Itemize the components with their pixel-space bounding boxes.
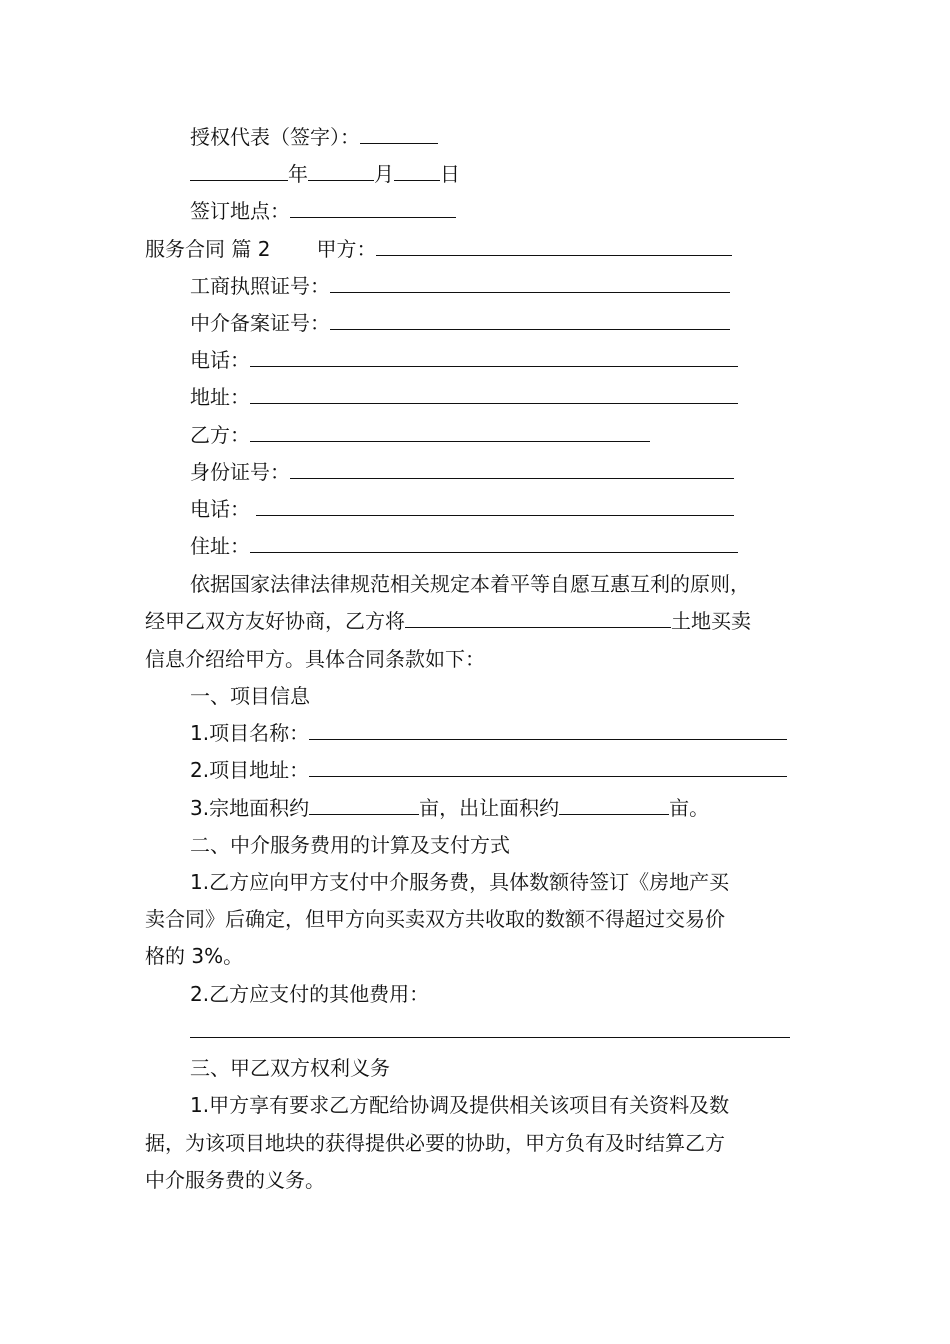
blank	[190, 161, 288, 181]
right-1-text-3: 中介服务费的义务。	[145, 1168, 325, 1192]
phone-b-line	[190, 496, 734, 522]
party-b-label: 乙方：	[190, 423, 250, 447]
fee-1-line-2	[145, 906, 725, 932]
fee-2-line	[190, 981, 429, 1007]
heading-2-text: 二、中介服务费用的计算及支付方式	[190, 833, 510, 857]
item-2-line	[190, 757, 787, 783]
intro-line-3	[145, 646, 485, 672]
agency-record-label: 中介备案证号：	[190, 311, 330, 335]
fee-2-blank-line	[190, 1018, 790, 1044]
heading-3-text: 三、甲乙双方权利义务	[190, 1056, 390, 1080]
business-license-line	[190, 273, 730, 299]
sign-place-line	[190, 198, 456, 224]
intro-line-1	[190, 571, 750, 597]
intro-text-3: 信息介绍给甲方。具体合同条款如下：	[145, 647, 485, 671]
blank	[309, 757, 787, 777]
blank	[376, 236, 732, 256]
blank	[405, 608, 671, 628]
heading-1	[190, 683, 310, 709]
day-label: 日	[440, 162, 460, 186]
item-1-label: 1.项目名称：	[190, 721, 310, 745]
fee-1-text-1: 1.乙方应向甲方支付中介服务费，具体数额待签订《房地产买	[190, 870, 730, 894]
item-3-label-b: 亩，出让面积约	[419, 796, 560, 820]
intro-line-2	[145, 608, 751, 634]
item-3-label-a: 3.宗地面积约	[190, 796, 310, 820]
month-label: 月	[374, 162, 394, 186]
id-number-line	[190, 459, 734, 485]
agency-record-line	[190, 310, 730, 336]
right-1-text-1: 1.甲方享有要求乙方配给协调及提供相关该项目有关资料及数	[190, 1093, 730, 1117]
item-1-line	[190, 720, 787, 746]
sign-place-label: 签订地点：	[190, 199, 290, 223]
blank	[330, 310, 730, 330]
residence-line	[190, 533, 738, 559]
blank	[250, 422, 650, 442]
section-title: 服务合同 篇 2	[145, 237, 271, 261]
blank	[330, 273, 730, 293]
residence-label: 住址：	[190, 534, 250, 558]
auth-rep-label: 授权代表（签字）：	[190, 125, 360, 149]
item-3-label-c: 亩。	[669, 796, 710, 820]
fee-1-line-3	[145, 943, 243, 969]
id-number-label: 身份证号：	[190, 460, 290, 484]
party-a-label: 甲方：	[316, 237, 377, 261]
blank	[190, 1018, 790, 1038]
heading-2	[190, 832, 510, 858]
address-a-label: 地址：	[190, 385, 250, 409]
fee-1-text-2: 卖合同》后确定，但甲方向买卖双方共收取的数额不得超过交易价	[145, 907, 725, 931]
blank	[360, 124, 438, 144]
blank	[290, 198, 456, 218]
phone-a-line	[190, 347, 738, 373]
blank	[559, 795, 669, 815]
blank	[394, 161, 440, 181]
blank	[309, 720, 787, 740]
date-line	[190, 161, 460, 187]
address-a-line	[190, 384, 738, 410]
phone-a-label: 电话：	[190, 348, 250, 372]
right-1-line-2	[145, 1130, 725, 1156]
intro-text-2b: 土地买卖	[671, 609, 751, 633]
right-1-line-1	[190, 1092, 729, 1118]
party-b-line	[190, 422, 650, 448]
blank	[309, 795, 419, 815]
blank	[250, 384, 738, 404]
heading-1-text: 一、项目信息	[190, 684, 310, 708]
blank	[250, 533, 738, 553]
section-title-line	[145, 236, 732, 262]
intro-text-1: 依据国家法律法律规范相关规定本着平等自愿互惠互利的原则，	[190, 572, 750, 596]
year-label: 年	[288, 162, 308, 186]
fee-1-text-3: 格的 3%。	[145, 944, 244, 968]
right-1-line-3	[145, 1167, 325, 1193]
blank	[290, 459, 734, 479]
blank	[256, 496, 734, 516]
item-2-label: 2.项目地址：	[190, 758, 310, 782]
intro-text-2a: 经甲乙双方友好协商，乙方将	[145, 609, 405, 633]
fee-2-text: 2.乙方应支付的其他费用：	[190, 982, 430, 1006]
blank	[308, 161, 374, 181]
heading-3	[190, 1055, 390, 1081]
right-1-text-2: 据，为该项目地块的获得提供必要的协助，甲方负有及时结算乙方	[145, 1131, 725, 1155]
item-3-line	[190, 795, 709, 821]
phone-b-label: 电话：	[190, 497, 250, 521]
fee-1-line-1	[190, 869, 729, 895]
business-license-label: 工商执照证号：	[190, 274, 330, 298]
auth-rep-line	[190, 124, 438, 150]
blank	[250, 347, 738, 367]
